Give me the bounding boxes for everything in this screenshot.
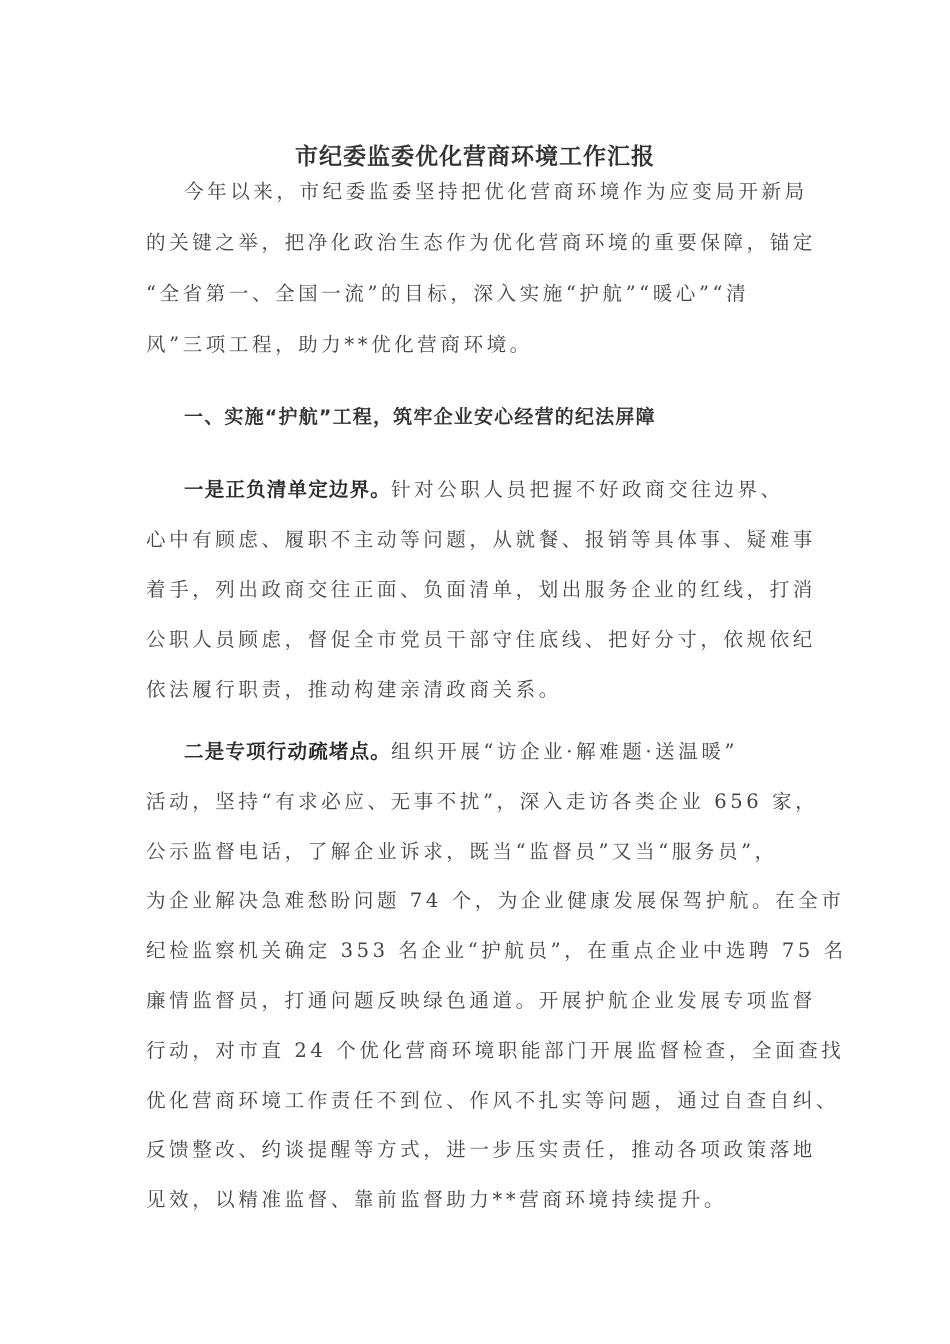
intro-line: “全省第一、全国一流”的目标，深入实施“护航”“暖心”“清 [146,282,750,305]
point2-line: 反馈整改、约谈提醒等方式，进一步压实责任，推动各项政策落地 [146,1138,816,1161]
point2-line: 为企业解决急难愁盼问题 74 个，为企业健康发展保驾护航。在全市 [146,889,845,912]
point2-first-line [184,736,864,764]
point1-first-rest: 针对公职人员把握不好政商交往边界、 [391,478,784,501]
point1-first-line [184,474,864,502]
intro-line: 风”三项工程，助力**优化营商环境。 [146,333,533,356]
point2-line: 优化营商环境工作责任不到位、作风不扎实等问题，通过自查自纠、 [146,1089,840,1112]
intro-line: 的关键之举，把净化政治生态作为优化营商环境的重要保障，锚定 [146,231,816,254]
point2-first-rest: 组织开展“访企业·解难题·送温暖” [391,740,739,763]
point1-lead: 一是正负清单定边界。 [184,478,392,501]
point2-line: 活动，坚持“有求必应、无事不扰”，深入走访各类企业 656 家， [146,790,819,813]
point1-line: 公职人员顾虑，督促全市党员干部守住底线、把好分寸，依规依纪 [146,628,816,651]
point1-line: 心中有顾虑、履职不主动等问题，从就餐、报销等具体事、疑难事 [146,528,816,551]
point2-line: 廉情监督员，打通问题反映绿色通道。开展护航企业发展专项监督 [146,989,816,1012]
point2-line: 见效，以精准监督、靠前监督助力**营商环境持续提升。 [146,1188,728,1211]
intro-line: 今年以来，市纪委监委坚持把优化营商环境作为应变局开新局 [184,180,808,203]
document-title: 市纪委监委优化营商环境工作汇报 [295,144,655,170]
point1-line: 着手，列出政商交往正面、负面清单，划出服务企业的红线，打消 [146,578,816,601]
point2-lead: 二是专项行动疏堵点。 [184,740,392,763]
point2-line: 行动，对市直 24 个优化营商环境职能部门开展监督检查，全面查找 [146,1039,845,1062]
point1-line: 依法履行职责，推动构建亲清政商关系。 [146,678,562,701]
section-heading: 一、实施“护航”工程，筑牢企业安心经营的纪法屏障 [184,406,656,428]
point2-line: 纪检监察机关确定 353 名企业“护航员”，在重点企业中选聘 75 名 [146,939,847,962]
point2-line: 公示监督电话，了解企业诉求，既当“监督员”又当“服务员”， [146,840,778,863]
